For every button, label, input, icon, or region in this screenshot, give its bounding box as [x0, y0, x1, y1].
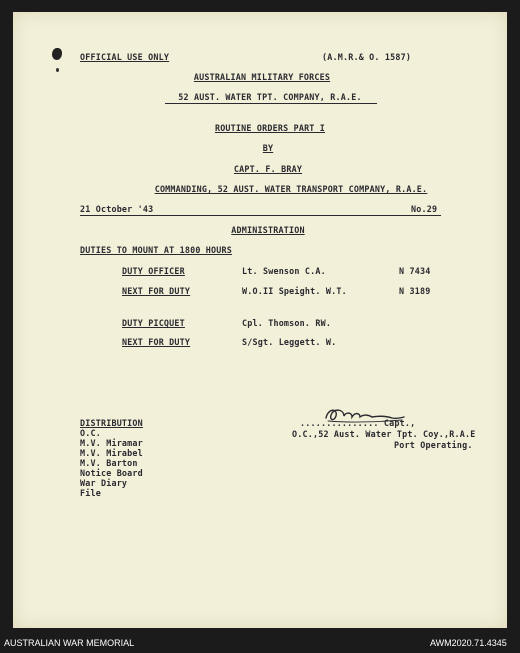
orders-commanding: COMMANDING, 52 AUST. WATER TRANSPORT COMPANY, R.A.E.: [154, 184, 428, 194]
unit-title: 52 AUST. WATER TPT. COMPANY, R.A.E.: [178, 92, 362, 102]
distribution-item: File: [80, 488, 101, 498]
duty-person: S/Sgt. Leggett. W.: [242, 337, 337, 347]
distribution-heading: DISTRIBUTION: [80, 418, 143, 428]
orders-date: 21 October '43: [80, 204, 154, 214]
duty-role: DUTY OFFICER: [122, 266, 185, 276]
date-rule: [80, 215, 441, 216]
duty-role: DUTY PICQUET: [122, 318, 185, 328]
distribution-item: M.V. Barton: [80, 458, 138, 468]
distribution-item: War Diary: [80, 478, 128, 488]
duty-person: Cpl. Thomson. RW.: [242, 318, 332, 328]
signatory-title: O.C.,52 Aust. Water Tpt. Coy.,R.A.E: [292, 429, 476, 439]
duty-person: W.O.II Speight. W.T.: [242, 286, 347, 296]
distribution-item: M.V. Miramar: [80, 438, 143, 448]
form-reference: (A.M.R.& O. 1587): [322, 52, 412, 62]
distribution-item: M.V. Mirabel: [80, 448, 143, 458]
section-heading: ADMINISTRATION: [231, 225, 305, 235]
classification-label: OFFICIAL USE ONLY: [80, 52, 170, 62]
orders-by: BY: [262, 143, 274, 153]
unit-title-rule: [165, 103, 377, 104]
distribution-item: O.C.: [80, 428, 101, 438]
duty-service-number: N 7434: [399, 266, 431, 276]
signatory-role: Port Operating.: [394, 440, 473, 450]
duty-service-number: N 3189: [399, 286, 431, 296]
duty-role: NEXT FOR DUTY: [122, 286, 191, 296]
duty-person: Lt. Swenson C.A.: [242, 266, 326, 276]
ink-speck: [56, 68, 59, 72]
force-title: AUSTRALIAN MILITARY FORCES: [193, 72, 331, 82]
orders-number: No.29: [411, 204, 438, 214]
signature-line: ............... Capt.,: [300, 418, 416, 428]
section-subheading: DUTIES TO MOUNT AT 1800 HOURS: [80, 245, 233, 255]
orders-title: ROUTINE ORDERS PART I: [214, 123, 326, 133]
duty-role: NEXT FOR DUTY: [122, 337, 191, 347]
distribution-item: Notice Board: [80, 468, 143, 478]
footer-institution: AUSTRALIAN WAR MEMORIAL: [4, 638, 135, 648]
footer-accession-number: AWM2020.71.4345: [430, 638, 507, 648]
orders-officer: CAPT. F. BRAY: [233, 164, 303, 174]
